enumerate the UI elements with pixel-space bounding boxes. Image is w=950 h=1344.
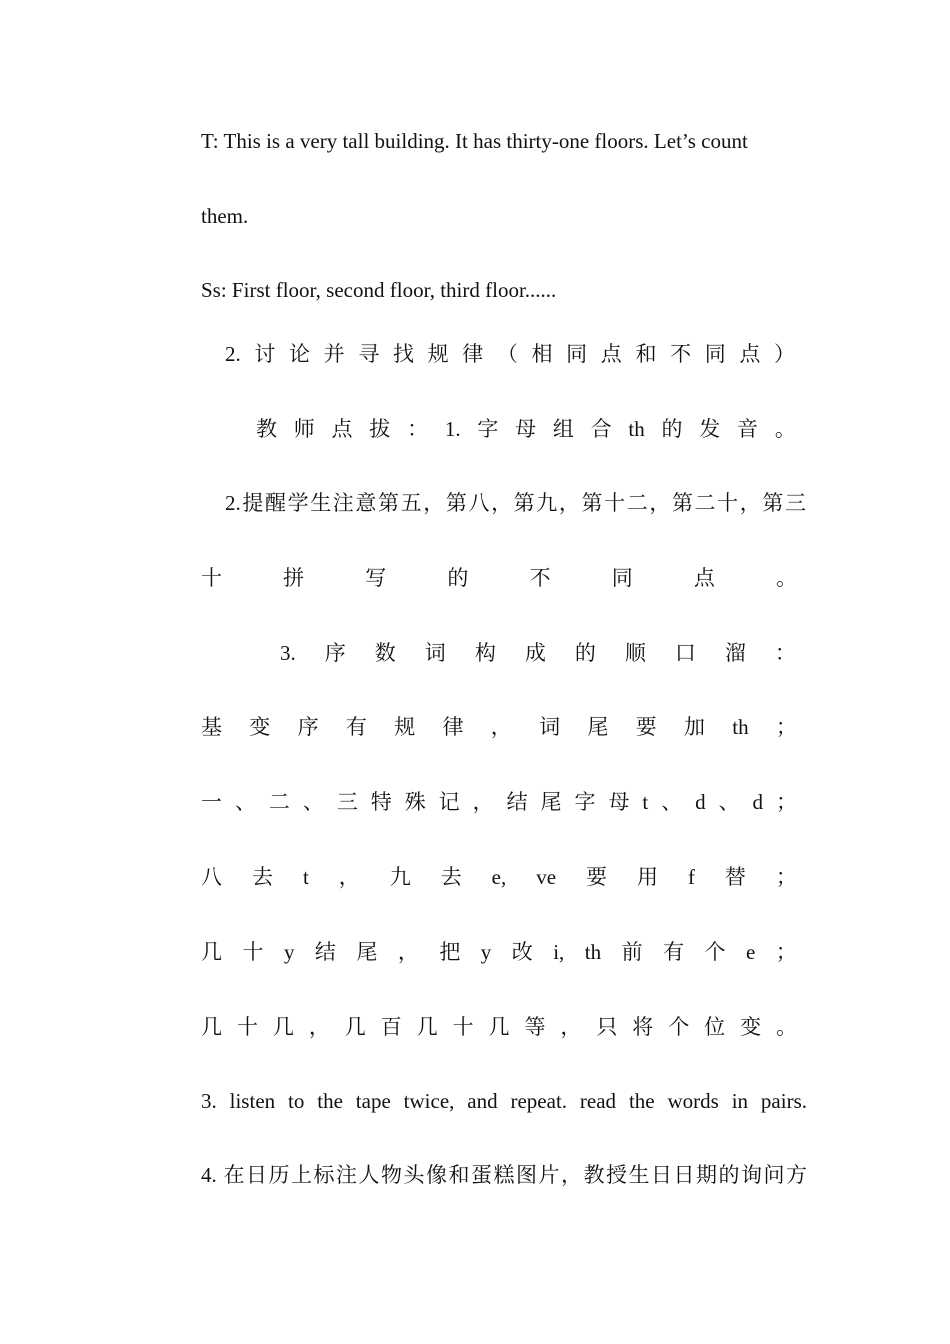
text-token: 尾 — [540, 790, 562, 814]
text-token: 音 — [737, 417, 759, 441]
text-token: 口 — [674, 641, 696, 665]
reminder-line-cont — [201, 563, 797, 593]
text-token: 十 — [452, 1015, 474, 1039]
text-token: ， — [490, 715, 512, 739]
text-token: 要 — [635, 715, 657, 739]
text-token: 变 — [740, 1015, 762, 1039]
text-token: 。 — [774, 417, 796, 441]
text-token: 和 — [635, 342, 657, 366]
text-token: 顺 — [624, 641, 646, 665]
text-token: y — [480, 940, 492, 964]
text-token: ， — [472, 790, 494, 814]
text-token: 的 — [661, 417, 683, 441]
dialogue-line-students: Ss: First floor, second floor, third floor...... — [201, 278, 557, 302]
text-token: 十 — [236, 1015, 258, 1039]
text-token: 教 — [256, 417, 277, 441]
text-token: 记 — [438, 790, 460, 814]
text-token: 把 — [439, 940, 461, 964]
text-token: 去 — [440, 865, 462, 889]
text-token: 三 — [336, 790, 358, 814]
text-token: 律 — [462, 342, 484, 366]
text-token: 合 — [590, 417, 612, 441]
text-token: 基 — [201, 715, 222, 739]
text-token: ； — [775, 940, 797, 964]
text-token: 殊 — [404, 790, 426, 814]
text-token: i, — [553, 940, 565, 964]
text-token: 二 — [268, 790, 290, 814]
text-token: 特 — [370, 790, 392, 814]
text-token: 用 — [636, 865, 658, 889]
text-token: 写 — [365, 566, 387, 590]
text-token: 词 — [424, 641, 446, 665]
step-3-listen: 3. listen to the tape twice, and repeat. read the words in pairs. — [201, 1089, 807, 1113]
text-token: 3. — [280, 641, 296, 665]
text-token: th — [584, 940, 602, 964]
text-token: d — [752, 790, 764, 814]
text-token: 替 — [724, 865, 746, 889]
text-token: 字 — [574, 790, 596, 814]
text-token: 序 — [324, 641, 346, 665]
step-2-heading — [225, 339, 795, 369]
text-token: 个 — [668, 1015, 690, 1039]
text-token: 变 — [249, 715, 271, 739]
text-token: ： — [407, 417, 429, 441]
text-token: 。 — [776, 1015, 797, 1039]
text-token: 规 — [394, 715, 416, 739]
text-token: 将 — [632, 1015, 654, 1039]
text-token: 有 — [663, 940, 685, 964]
text-token: 、 — [302, 790, 324, 814]
text-token: 1. — [444, 417, 461, 441]
text-token: 讨 — [254, 342, 276, 366]
text-token: 数 — [374, 641, 396, 665]
text-token: 论 — [289, 342, 311, 366]
text-token: 点 — [600, 342, 622, 366]
text-token: 。 — [775, 566, 797, 590]
text-token: 几 — [488, 1015, 510, 1039]
text-token: 词 — [539, 715, 561, 739]
text-token: 尾 — [587, 715, 609, 739]
text-token: 百 — [380, 1015, 402, 1039]
text-token: 寻 — [358, 342, 380, 366]
text-token: 几 — [344, 1015, 366, 1039]
text-token: 结 — [314, 940, 336, 964]
text-token: 的 — [574, 641, 596, 665]
text-token: 前 — [621, 940, 643, 964]
text-token: ve — [536, 865, 557, 889]
text-token: 并 — [323, 342, 345, 366]
text-token: e — [746, 940, 756, 964]
text-token: 九 — [389, 865, 411, 889]
text-token: 同 — [566, 342, 588, 366]
step-4-calendar: 4. 在日历上标注人物头像和蛋糕图片，教授生日日期的询问方 — [201, 1163, 807, 1187]
text-token: 同 — [704, 342, 726, 366]
text-token: 加 — [683, 715, 705, 739]
text-token: 点 — [739, 342, 761, 366]
text-token: 几 — [272, 1015, 294, 1039]
text-token: 、 — [234, 790, 256, 814]
text-token: 找 — [392, 342, 414, 366]
text-token: 有 — [345, 715, 367, 739]
text-token: 规 — [427, 342, 449, 366]
text-token: d — [695, 790, 706, 814]
text-token: 几 — [416, 1015, 438, 1039]
text-token: 组 — [552, 417, 574, 441]
text-token: 字 — [477, 417, 499, 441]
text-token: 同 — [611, 566, 633, 590]
text-token: 十 — [201, 566, 222, 590]
text-token: ， — [338, 865, 360, 889]
text-token: 一 — [201, 790, 222, 814]
text-token: 去 — [251, 865, 273, 889]
text-token: 溜 — [724, 641, 746, 665]
text-token: 几 — [201, 940, 222, 964]
text-token: ， — [560, 1015, 582, 1039]
text-token: ， — [397, 940, 419, 964]
text-token: 只 — [596, 1015, 618, 1039]
text-token: 序 — [297, 715, 319, 739]
rhyme-line-4 — [201, 937, 797, 967]
text-token: 的 — [447, 566, 469, 590]
text-token: 几 — [201, 1015, 222, 1039]
text-token: ； — [776, 790, 797, 814]
rhyme-line-5 — [201, 1012, 797, 1042]
text-token: 尾 — [356, 940, 378, 964]
text-token: 不 — [670, 342, 692, 366]
text-token: 等 — [524, 1015, 546, 1039]
text-token: 相 — [531, 342, 553, 366]
rhyme-line-1 — [201, 712, 797, 742]
text-token: 2. — [225, 342, 241, 366]
text-token: 十 — [242, 940, 264, 964]
text-token: t — [302, 865, 309, 889]
text-token: 、 — [718, 790, 740, 814]
text-token: 律 — [442, 715, 464, 739]
text-token: t — [642, 790, 649, 814]
dialogue-line-teacher-cont: them. — [201, 204, 249, 228]
text-token: ） — [774, 342, 795, 366]
text-token: （ — [496, 342, 518, 366]
text-token: 要 — [586, 865, 607, 889]
text-token: 点 — [693, 566, 715, 590]
text-token: th — [732, 715, 749, 739]
text-token: ： — [774, 641, 796, 665]
text-token: 成 — [524, 641, 546, 665]
text-token: 发 — [699, 417, 721, 441]
text-token: 结 — [506, 790, 528, 814]
text-token: 改 — [511, 940, 533, 964]
text-token: 八 — [201, 865, 222, 889]
text-token: e, — [491, 865, 507, 889]
text-token: 、 — [661, 790, 683, 814]
rhyme-line-3 — [201, 862, 797, 892]
text-token: f — [687, 865, 695, 889]
text-token: ； — [775, 715, 797, 739]
teacher-tip-line — [256, 414, 796, 444]
text-token: 母 — [515, 417, 537, 441]
text-token: 不 — [529, 566, 551, 590]
text-token: 点 — [331, 417, 353, 441]
text-token: 拔 — [369, 417, 391, 441]
text-token: ， — [308, 1015, 330, 1039]
text-token: 位 — [704, 1015, 726, 1039]
text-token: 母 — [608, 790, 630, 814]
rhyme-heading — [280, 638, 796, 668]
text-token: ； — [775, 865, 797, 889]
rhyme-line-2 — [201, 787, 797, 817]
text-token: 拼 — [283, 566, 305, 590]
text-token: 个 — [704, 940, 726, 964]
text-token: 师 — [293, 417, 315, 441]
text-token: th — [628, 417, 645, 441]
dialogue-line-teacher: T: This is a very tall building. It has thirty-one floors. Let’s count — [201, 129, 748, 153]
text-token: 构 — [474, 641, 496, 665]
reminder-line: 2.提醒学生注意第五，第八，第九，第十二，第二十，第三 — [225, 491, 806, 515]
text-token: y — [283, 940, 295, 964]
